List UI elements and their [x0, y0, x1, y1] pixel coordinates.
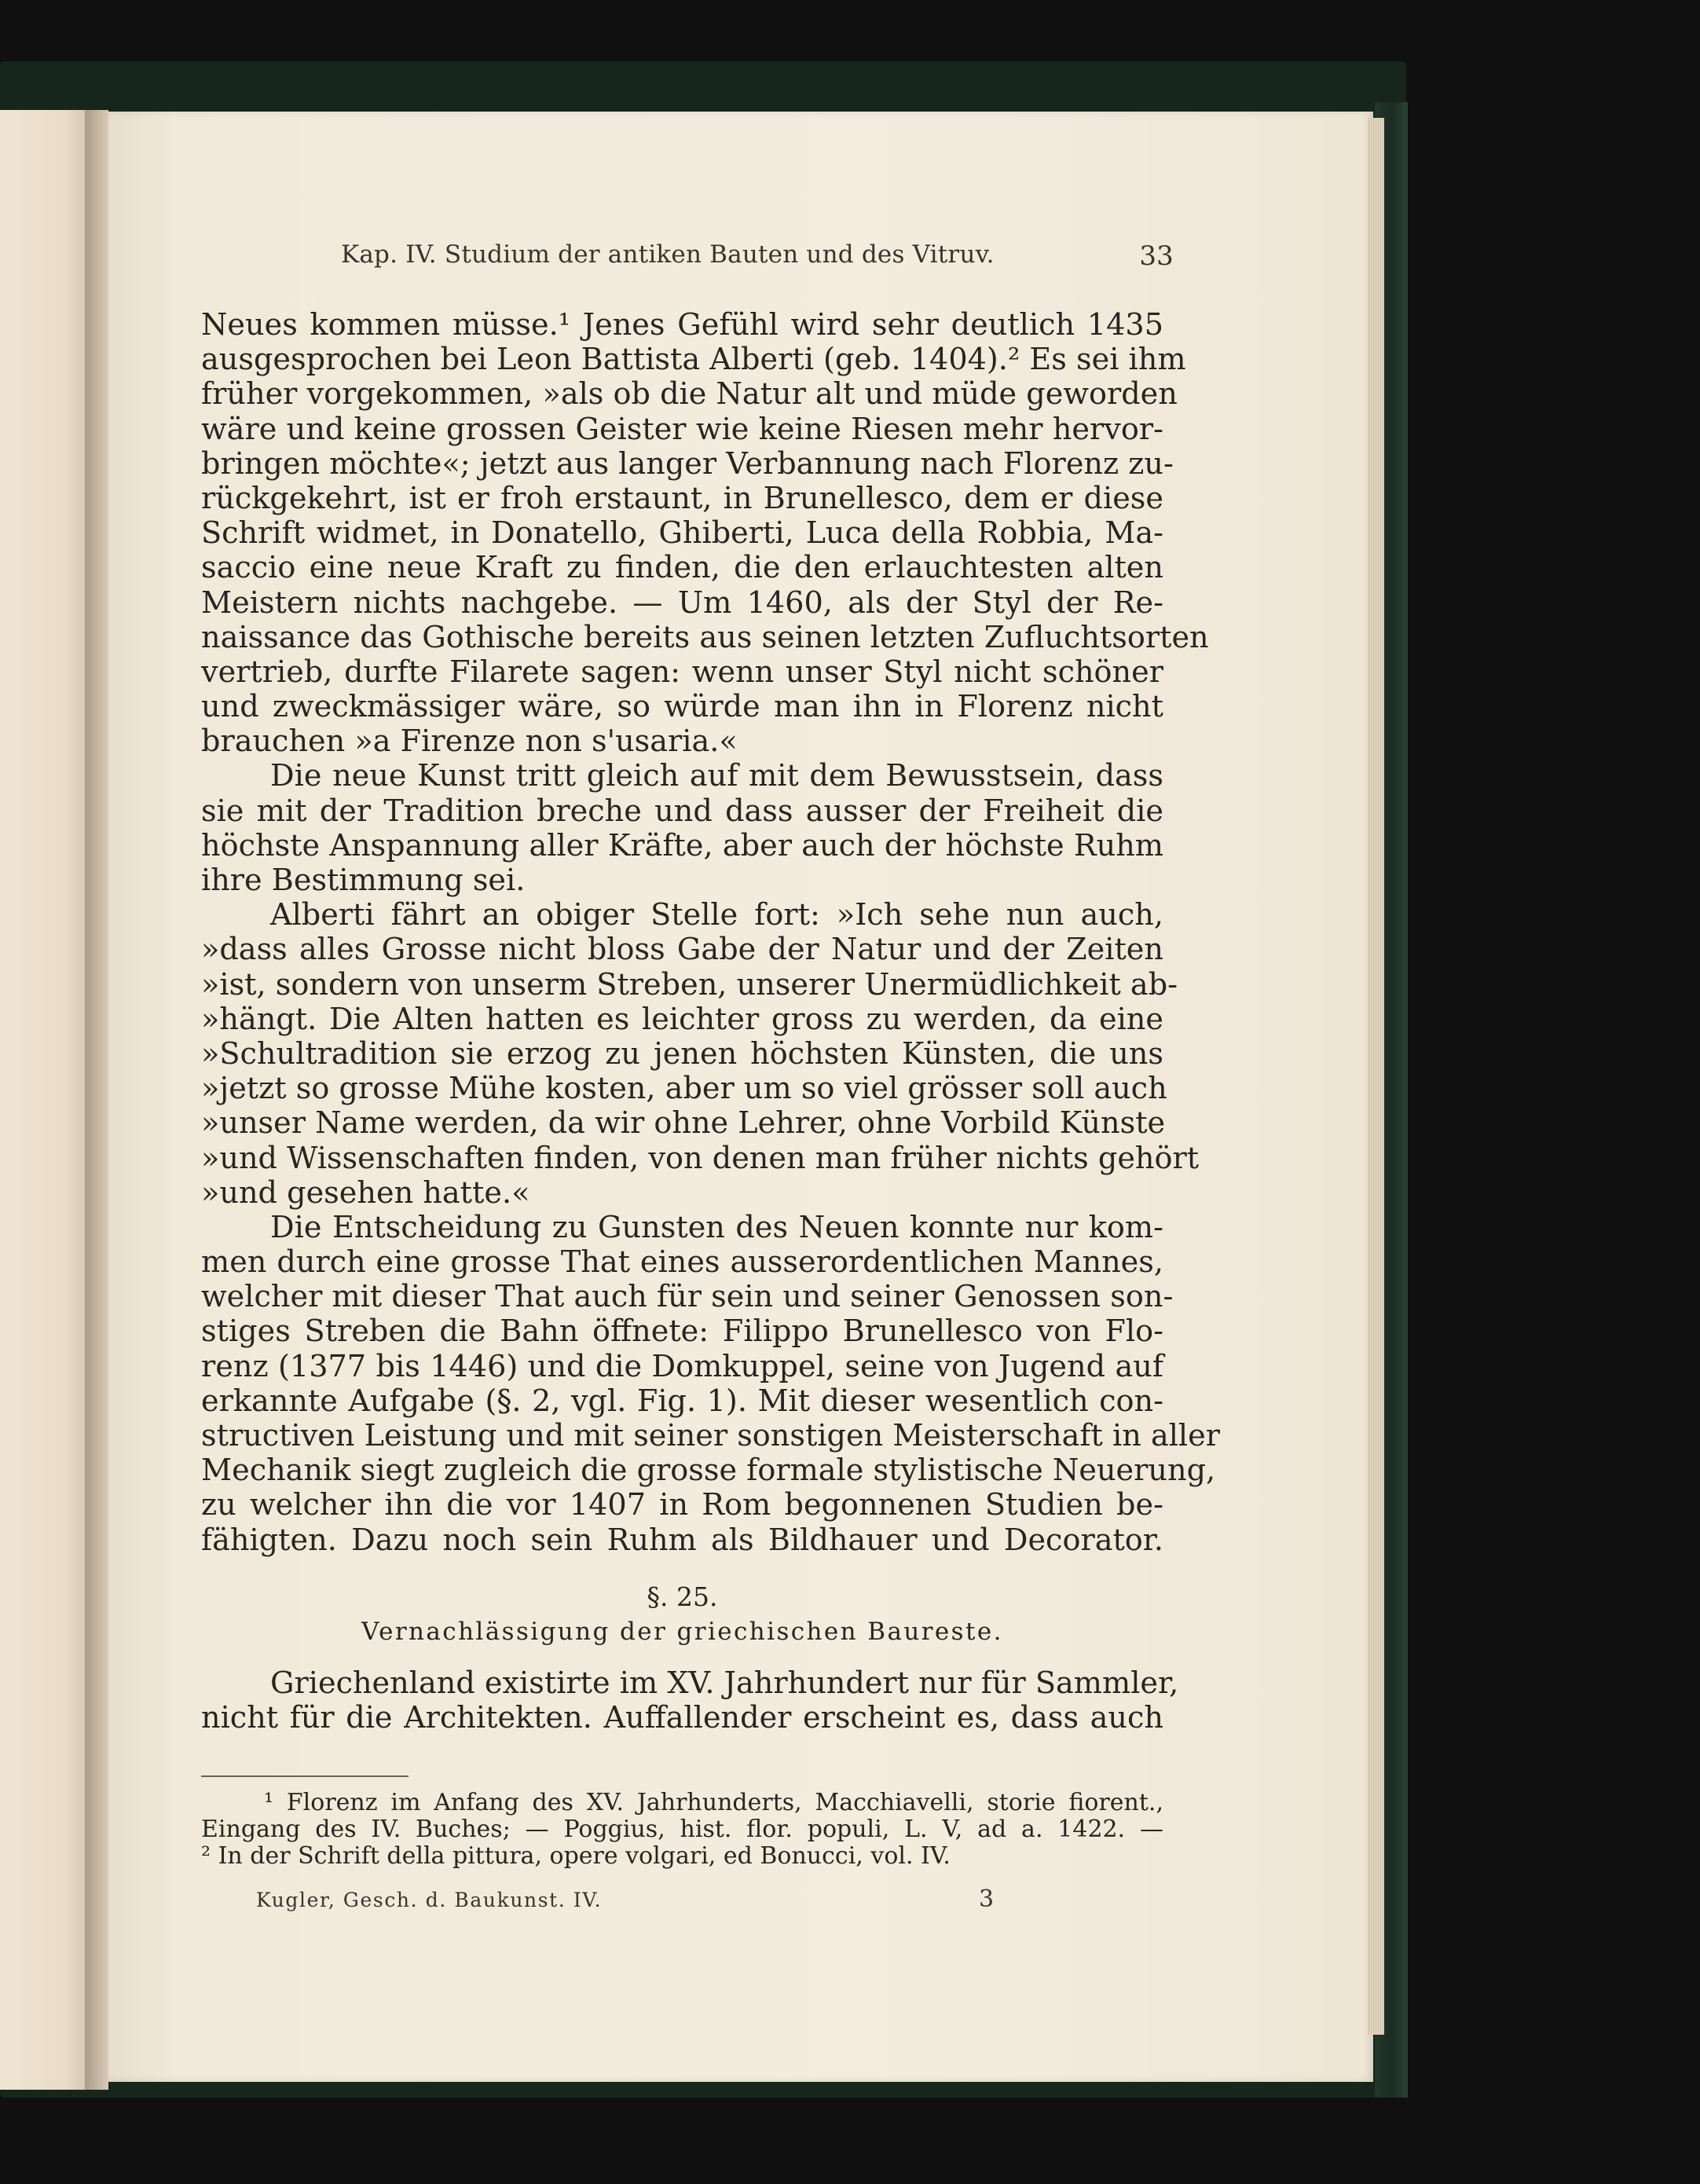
page-gutter: [85, 110, 108, 2090]
chapter-title: Kap. IV. Studium der antiken Bauten und des Vitruv.: [341, 240, 995, 269]
footnote-line: ¹ Florenz im Anfang des XV. Jahrhunderts, Macchiavelli, storie fiorent.,: [264, 1789, 1163, 1816]
text-line: »unser Name werden, da wir ohne Lehrer, ohne Vorbild Künste: [201, 1106, 1166, 1141]
text-line: saccio eine neue Kraft zu finden, die den erlauchtesten alten: [201, 551, 1163, 586]
footnote-line: Eingang des IV. Buches; — Poggius, hist. flor. populi, L. V, ad a. 1422. —: [201, 1816, 1163, 1843]
text-line: »und gesehen hatte.«: [201, 1175, 530, 1211]
text-line: höchste Anspannung aller Kräfte, aber auch der höchste Ruhm: [201, 828, 1163, 863]
text-line: zu welcher ihn die vor 1407 in Rom begonnenen Studien be-: [201, 1488, 1163, 1523]
footnote-line: ² In der Schrift della pittura, opere volgari, ed Bonucci, vol. IV.: [201, 1842, 951, 1870]
paragraph-start: Die neue Kunst tritt gleich auf mit dem Bewusstsein, dass: [270, 759, 1163, 794]
paragraph-start: Griechenland existirte im XV. Jahrhundert nur für Sammler,: [270, 1666, 1179, 1702]
text-line: naissance das Gothische bereits aus seinen letzten Zufluchtsorten: [201, 620, 1209, 655]
footnote-divider: [201, 1775, 409, 1777]
text-line: ihre Bestimmung sei.: [201, 863, 526, 898]
text-line: men durch eine grosse That eines ausserordentlichen Mannes,: [201, 1245, 1163, 1281]
text-line: früher vorgekommen, »als ob die Natur alt und müde geworden: [201, 377, 1178, 412]
text-line: »hängt. Die Alten hatten es leichter gross zu werden, da eine: [201, 1002, 1163, 1037]
text-line: Mechanik siegt zugleich die grosse formale stylistische Neuerung,: [201, 1453, 1216, 1489]
page-stack-edge: [1367, 118, 1384, 2035]
sheet-number: 3: [979, 1885, 995, 1913]
text-line: Schrift widmet, in Donatello, Ghiberti, Luca della Robbia, Ma-: [201, 516, 1163, 551]
text-line: wäre und keine grossen Geister wie keine Riesen mehr hervor-: [201, 412, 1163, 447]
text-line: erkannte Aufgabe (§. 2, vgl. Fig. 1). Mit dieser wesentlich con-: [201, 1383, 1163, 1419]
text-line: »jetzt so grosse Mühe kosten, aber um so viel grösser soll auch: [201, 1072, 1167, 1107]
footnotes: [201, 1790, 1163, 1870]
text-line: rückgekehrt, ist er froh erstaunt, in Brunellesco, dem er diese: [201, 481, 1163, 516]
paragraph-start: Alberti fährt an obiger Stelle fort: »Ich sehe nun auch,: [270, 898, 1163, 933]
text-line: brauchen »a Firenze non s'usaria.«: [201, 724, 738, 760]
text-line: fähigten. Dazu noch sein Ruhm als Bildhauer und Decorator.: [201, 1523, 1163, 1558]
paragraph-start: Die Entscheidung zu Gunsten des Neuen konnte nur kom-: [270, 1210, 1163, 1245]
signature-text: Kugler, Gesch. d. Baukunst. IV.: [256, 1889, 603, 1911]
text-line: stiges Streben die Bahn öffnete: Filippo Brunellesco von Flo-: [201, 1314, 1163, 1350]
section-number: §. 25.: [647, 1581, 718, 1612]
body-text: [201, 308, 1220, 1736]
running-header: [341, 240, 1174, 275]
text-line: vertrieb, durfte Filarete sagen: wenn unser Styl nicht schöner: [201, 654, 1163, 690]
text-line: welcher mit dieser That auch für sein und seiner Genossen son-: [201, 1280, 1174, 1315]
text-line: structiven Leistung und mit seiner sonstigen Meisterschaft in aller: [201, 1419, 1220, 1453]
text-line: renz (1377 bis 1446) und die Domkuppel, seine von Jugend auf: [201, 1349, 1163, 1384]
text-line: Neues kommen müsse.¹ Jenes Gefühl wird sehr deutlich 1435: [201, 308, 1163, 343]
left-page-edge: [0, 110, 93, 2090]
text-line: »und Wissenschaften finden, von denen man früher nichts gehört: [201, 1141, 1200, 1176]
text-line: »dass alles Grosse nicht bloss Gabe der Natur und der Zeiten: [201, 933, 1163, 968]
text-line: und zweckmässiger wäre, so würde man ihn in Florenz nicht: [201, 690, 1163, 725]
text-line: nicht für die Architekten. Auffallender erscheint es, dass auch: [201, 1701, 1163, 1736]
page-number: 33: [1139, 240, 1174, 272]
text-line: Meistern nichts nachgebe. — Um 1460, als der Styl der Re-: [201, 585, 1163, 621]
printer-signature: [201, 1885, 1163, 1920]
text-line: sie mit der Tradition breche und dass ausser der Freiheit die: [201, 793, 1163, 829]
text-line: »Schultradition sie erzog zu jenen höchsten Künsten, die uns: [201, 1036, 1163, 1072]
text-line: bringen möchte«; jetzt aus langer Verbannung nach Florenz zu-: [201, 446, 1174, 482]
text-line: »ist, sondern von unserm Streben, unserer Unermüdlichkeit ab-: [201, 967, 1178, 1002]
text-line: ausgesprochen bei Leon Battista Alberti (geb. 1404).² Es sei ihm: [201, 343, 1186, 378]
section-title: Vernachlässigung der griechischen Baureste.: [361, 1617, 1003, 1646]
